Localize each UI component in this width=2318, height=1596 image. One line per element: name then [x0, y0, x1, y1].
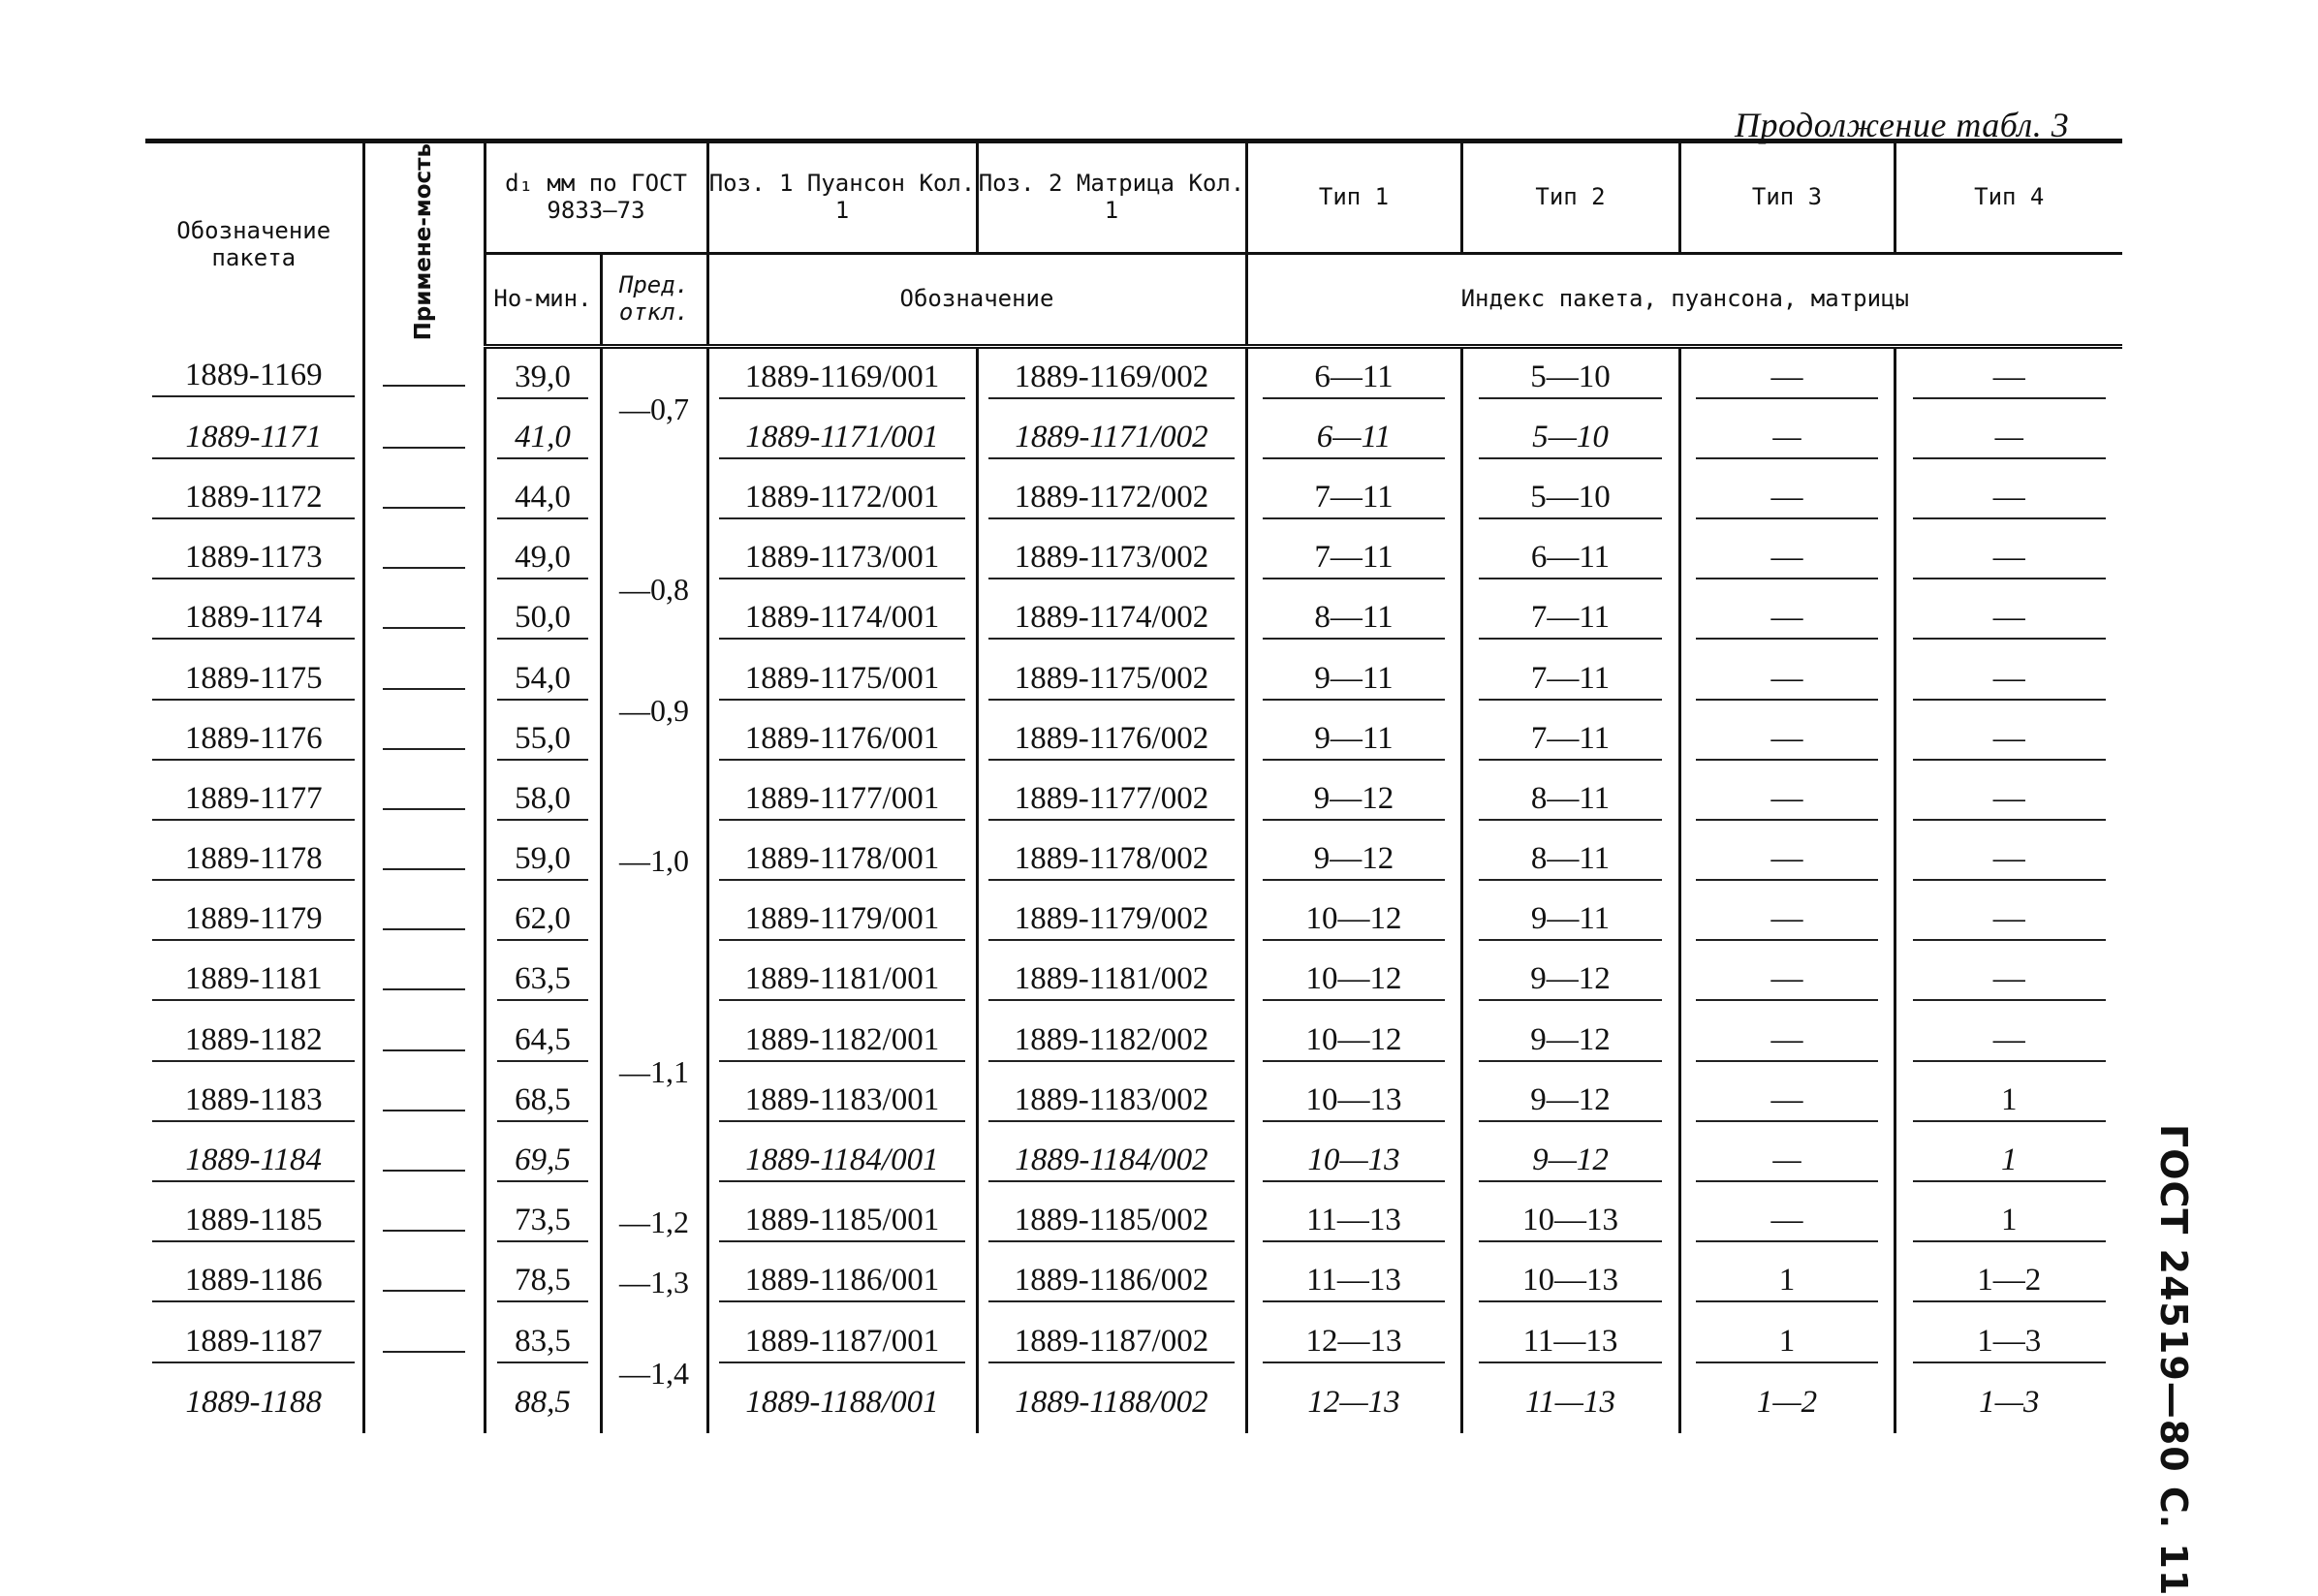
- type3-index: —: [1696, 721, 1877, 761]
- punch-designation: 1889-1171/001: [719, 420, 965, 459]
- punch-designation: 1889-1169/001: [719, 360, 965, 399]
- header-pos1: Поз. 1 Пуансон Кол. 1: [707, 141, 977, 254]
- type1-index: 11—13: [1263, 1263, 1444, 1302]
- type4-index: —: [1913, 841, 2106, 881]
- type4-index: —: [1913, 540, 2106, 579]
- type2-index: 8—11: [1479, 841, 1663, 881]
- type2-index: 9—12: [1479, 1022, 1663, 1062]
- punch-designation: 1889-1172/001: [719, 480, 965, 519]
- nominal-value: 63,5: [497, 961, 588, 1001]
- table-row: [145, 1132, 2122, 1192]
- table-row: [145, 952, 2122, 1012]
- nominal-value: 83,5: [497, 1324, 588, 1363]
- type1-index: 7—11: [1263, 540, 1444, 579]
- applicability-blank: [383, 1412, 465, 1413]
- nominal-value: 44,0: [497, 480, 588, 519]
- applicability-blank: [383, 1048, 465, 1051]
- type1-index: 9—11: [1263, 721, 1444, 761]
- nominal-value: 62,0: [497, 901, 588, 941]
- package-code: 1889-1175: [152, 661, 355, 701]
- header-deviation: Пред. откл.: [601, 254, 707, 347]
- type2-index: 7—11: [1479, 721, 1663, 761]
- die-designation: 1889-1184/002: [988, 1142, 1235, 1182]
- type3-index: —: [1696, 420, 1877, 459]
- applicability-blank: [383, 1229, 465, 1232]
- type1-index: 10—13: [1263, 1082, 1444, 1122]
- type1-index: 9—12: [1263, 841, 1444, 881]
- type4-index: —: [1913, 1022, 2106, 1062]
- deviation-value: —1,4: [601, 1313, 707, 1433]
- deviation-value: —0,8: [601, 530, 707, 650]
- punch-designation: 1889-1185/001: [719, 1203, 965, 1242]
- table-row: [145, 892, 2122, 952]
- type1-index: 11—13: [1263, 1203, 1444, 1242]
- package-code: 1889-1188: [185, 1384, 323, 1420]
- punch-designation: 1889-1173/001: [719, 540, 965, 579]
- table-row: [145, 831, 2122, 892]
- applicability-blank: [383, 807, 465, 810]
- type3-index: —: [1696, 480, 1877, 519]
- punch-designation: 1889-1188/001: [745, 1384, 939, 1420]
- type2-index: 11—13: [1525, 1384, 1615, 1420]
- table-row: [145, 1012, 2122, 1072]
- type2-index: 6—11: [1479, 540, 1663, 579]
- nominal-value: 50,0: [497, 600, 588, 640]
- type2-index: 10—13: [1479, 1263, 1663, 1302]
- type2-index: 9—12: [1479, 1142, 1663, 1182]
- type4-index: —: [1913, 961, 2106, 1001]
- die-designation: 1889-1181/002: [988, 961, 1235, 1001]
- punch-designation: 1889-1178/001: [719, 841, 965, 881]
- type3-index: —: [1696, 1022, 1877, 1062]
- type1-index: 8—11: [1263, 600, 1444, 640]
- punch-designation: 1889-1186/001: [719, 1263, 965, 1302]
- deviation-value: —1,0: [601, 770, 707, 952]
- deviation-value: —1,3: [601, 1253, 707, 1313]
- punch-designation: 1889-1183/001: [719, 1082, 965, 1122]
- applicability-blank: [383, 1169, 465, 1172]
- header-package: Обозначение пакета: [145, 141, 363, 347]
- applicability-blank: [383, 867, 465, 870]
- punch-designation: 1889-1179/001: [719, 901, 965, 941]
- applicability-blank: [383, 446, 465, 449]
- die-designation: 1889-1175/002: [988, 661, 1235, 701]
- type3-index: —: [1696, 781, 1877, 821]
- package-code: 1889-1169: [152, 358, 355, 397]
- die-designation: 1889-1186/002: [988, 1263, 1235, 1302]
- type1-index: 6—11: [1263, 420, 1444, 459]
- package-code: 1889-1176: [152, 721, 355, 761]
- type2-index: 5—10: [1479, 480, 1663, 519]
- type1-index: 6—11: [1263, 360, 1444, 399]
- applicability-blank: [383, 1109, 465, 1111]
- deviation-blank: [601, 469, 707, 529]
- die-designation: 1889-1182/002: [988, 1022, 1235, 1062]
- type3-index: 1: [1696, 1324, 1877, 1363]
- die-designation: 1889-1174/002: [988, 600, 1235, 640]
- type1-index: 10—12: [1263, 901, 1444, 941]
- applicability-blank: [383, 1350, 465, 1353]
- standard-page-label: ГОСТ 24519—80 С. 11: [2152, 1124, 2195, 1596]
- nominal-value: 49,0: [497, 540, 588, 579]
- type4-index: 1—2: [1913, 1263, 2106, 1302]
- applicability-blank: [383, 927, 465, 930]
- header-type2: Тип 2: [1461, 141, 1679, 254]
- type2-index: 7—11: [1479, 661, 1663, 701]
- header-pos2: Поз. 2 Матрица Кол. 1: [977, 141, 1246, 254]
- type3-index: —: [1696, 1203, 1877, 1242]
- type1-index: 10—13: [1263, 1142, 1444, 1182]
- type4-index: —: [1913, 721, 2106, 761]
- type2-index: 11—13: [1479, 1324, 1663, 1363]
- type2-index: 5—10: [1479, 420, 1663, 459]
- type3-index: —: [1696, 360, 1877, 399]
- nominal-value: 59,0: [497, 841, 588, 881]
- header-designation: Обозначение: [707, 254, 1246, 347]
- type2-index: 5—10: [1479, 360, 1663, 399]
- header-type4: Тип 4: [1895, 141, 2122, 254]
- type1-index: 12—13: [1307, 1384, 1400, 1420]
- deviation-value: —1,1: [601, 952, 707, 1193]
- type4-index: —: [1913, 480, 2106, 519]
- type2-index: 9—11: [1479, 901, 1663, 941]
- type4-index: 1: [1913, 1082, 2106, 1122]
- package-code: 1889-1174: [152, 600, 355, 640]
- punch-designation: 1889-1174/001: [719, 600, 965, 640]
- type2-index: 10—13: [1479, 1203, 1663, 1242]
- type2-index: 9—12: [1479, 1082, 1663, 1122]
- type4-index: —: [1913, 420, 2106, 459]
- package-code: 1889-1179: [152, 901, 355, 941]
- nominal-value: 64,5: [497, 1022, 588, 1062]
- package-code: 1889-1177: [152, 781, 355, 821]
- applicability-blank: [383, 626, 465, 629]
- punch-designation: 1889-1182/001: [719, 1022, 965, 1062]
- header-index: Индекс пакета, пуансона, матрицы: [1246, 254, 2122, 347]
- type3-index: —: [1696, 841, 1877, 881]
- type3-index: —: [1696, 961, 1877, 1001]
- die-designation: 1889-1172/002: [988, 480, 1235, 519]
- package-code: 1889-1171: [152, 420, 355, 459]
- table-row: [145, 1373, 2122, 1433]
- package-code: 1889-1185: [152, 1203, 355, 1242]
- table-row: [145, 469, 2122, 529]
- table-row: [145, 1313, 2122, 1373]
- type4-index: —: [1913, 600, 2106, 640]
- header-type3: Тип 3: [1679, 141, 1895, 254]
- die-designation: 1889-1176/002: [988, 721, 1235, 761]
- nominal-value: 78,5: [497, 1263, 588, 1302]
- nominal-value: 39,0: [497, 360, 588, 399]
- die-designation: 1889-1179/002: [988, 901, 1235, 941]
- table-continuation-caption: Продолжение табл. 3: [1735, 106, 2070, 144]
- nominal-value: 68,5: [497, 1082, 588, 1122]
- applicability-blank: [383, 747, 465, 750]
- applicability-blank: [383, 384, 465, 387]
- type3-index: —: [1696, 901, 1877, 941]
- type4-index: —: [1913, 901, 2106, 941]
- punch-designation: 1889-1187/001: [719, 1324, 965, 1363]
- nominal-value: 55,0: [497, 721, 588, 761]
- type2-index: 7—11: [1479, 600, 1663, 640]
- nominal-value: 73,5: [497, 1203, 588, 1242]
- table-row: [145, 770, 2122, 830]
- nominal-value: 54,0: [497, 661, 588, 701]
- applicability-blank: [383, 566, 465, 569]
- type3-index: —: [1696, 1082, 1877, 1122]
- die-designation: 1889-1177/002: [988, 781, 1235, 821]
- type1-index: 10—12: [1263, 961, 1444, 1001]
- table-row: [145, 1072, 2122, 1132]
- deviation-value: —1,2: [601, 1193, 707, 1253]
- package-code: 1889-1173: [152, 540, 355, 579]
- punch-designation: 1889-1175/001: [719, 661, 965, 701]
- die-designation: 1889-1183/002: [988, 1082, 1235, 1122]
- deviation-value: —0,7: [601, 347, 707, 470]
- die-designation: 1889-1173/002: [988, 540, 1235, 579]
- type4-index: —: [1913, 661, 2106, 701]
- table-row: [145, 710, 2122, 770]
- table-row: [145, 590, 2122, 650]
- package-code: 1889-1183: [152, 1082, 355, 1122]
- type1-index: 12—13: [1263, 1324, 1444, 1363]
- applicability-blank: [383, 1289, 465, 1292]
- nominal-value: 58,0: [497, 781, 588, 821]
- type3-index: —: [1696, 540, 1877, 579]
- die-designation: 1889-1171/002: [988, 420, 1235, 459]
- table-row: [145, 530, 2122, 590]
- punch-designation: 1889-1184/001: [719, 1142, 965, 1182]
- table-row: [145, 1193, 2122, 1253]
- package-code: 1889-1182: [152, 1022, 355, 1062]
- type3-index: 1: [1696, 1263, 1877, 1302]
- applicability-blank: [383, 987, 465, 990]
- nominal-value: 88,5: [515, 1384, 571, 1420]
- type4-index: —: [1913, 360, 2106, 399]
- type3-index: —: [1696, 1142, 1877, 1182]
- package-code: 1889-1187: [152, 1324, 355, 1363]
- nominal-value: 69,5: [497, 1142, 588, 1182]
- type1-index: 9—12: [1263, 781, 1444, 821]
- header-d1: d₁ мм по ГОСТ 9833—73: [485, 141, 707, 254]
- type2-index: 8—11: [1479, 781, 1663, 821]
- deviation-value: —0,9: [601, 650, 707, 770]
- type4-index: 1—3: [1979, 1384, 2040, 1420]
- table-row: [145, 650, 2122, 710]
- die-designation: 1889-1169/002: [988, 360, 1235, 399]
- die-designation: 1889-1185/002: [988, 1203, 1235, 1242]
- die-designation: 1889-1188/002: [1015, 1384, 1208, 1420]
- package-code: 1889-1184: [152, 1142, 355, 1182]
- die-designation: 1889-1187/002: [988, 1324, 1235, 1363]
- package-code: 1889-1178: [152, 841, 355, 881]
- type3-index: —: [1696, 661, 1877, 701]
- type4-index: 1—3: [1913, 1324, 2106, 1363]
- type4-index: 1: [1913, 1203, 2106, 1242]
- applicability-blank: [383, 687, 465, 690]
- nominal-value: 41,0: [497, 420, 588, 459]
- package-code: 1889-1186: [152, 1263, 355, 1302]
- table-row: [145, 1253, 2122, 1313]
- type4-index: 1: [1913, 1142, 2106, 1182]
- punch-designation: 1889-1176/001: [719, 721, 965, 761]
- table-row: [145, 347, 2122, 410]
- type1-index: 10—12: [1263, 1022, 1444, 1062]
- type1-index: 9—11: [1263, 661, 1444, 701]
- package-code: 1889-1172: [152, 480, 355, 519]
- type4-index: —: [1913, 781, 2106, 821]
- header-type1: Тип 1: [1246, 141, 1461, 254]
- type3-index: —: [1696, 600, 1877, 640]
- applicability-blank: [383, 506, 465, 509]
- punch-designation: 1889-1177/001: [719, 781, 965, 821]
- type1-index: 7—11: [1263, 480, 1444, 519]
- type2-index: 9—12: [1479, 961, 1663, 1001]
- package-code: 1889-1181: [152, 961, 355, 1001]
- packages-table: [145, 139, 2122, 1433]
- type3-index: 1—2: [1756, 1384, 1818, 1420]
- header-nominal: Но-мин.: [485, 254, 601, 347]
- die-designation: 1889-1178/002: [988, 841, 1235, 881]
- punch-designation: 1889-1181/001: [719, 961, 965, 1001]
- header-applicability: Примене-мость: [363, 141, 485, 347]
- table-row: [145, 409, 2122, 469]
